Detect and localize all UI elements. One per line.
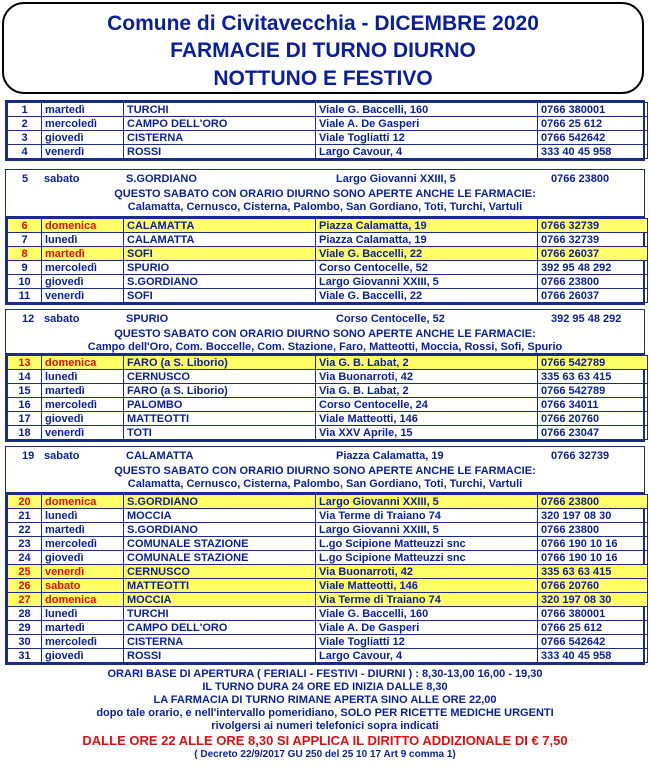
pharmacy-phone: 320 197 08 30: [538, 509, 648, 523]
day-number: 10: [8, 275, 42, 289]
pharmacy-address: L.go Scipione Matteuzzi snc: [316, 551, 538, 565]
saturday-notice: QUESTO SABATO CON ORARIO DIURNO SONO APERTE ANCHE LE FARMACIE:: [114, 188, 536, 200]
day-name: giovedì: [42, 551, 124, 565]
title-line-2: FARMACIE DI TURNO DIURNO: [170, 39, 476, 62]
day-number: 27: [8, 593, 42, 607]
pharmacy-name: CISTERNA: [124, 635, 316, 649]
day-number: 17: [8, 412, 42, 426]
saturday-notice: QUESTO SABATO CON ORARIO DIURNO SONO APERTE ANCHE LE FARMACIE:: [114, 328, 536, 340]
pharmacy-name: CALAMATTA: [124, 233, 316, 247]
table-row: [8, 289, 648, 303]
pharmacy-name: MOCCIA: [124, 593, 316, 607]
week-table-2: [5, 216, 645, 305]
pharmacy-name: CAMPO DELL'ORO: [124, 621, 316, 635]
pharmacy-address: Largo Cavour, 4: [316, 649, 538, 663]
saturday-row: [6, 170, 644, 188]
day-number: 31: [8, 649, 42, 663]
pharmacy-address: Piazza Calamatta, 19: [316, 233, 538, 247]
pharmacy-phone: 0766 34011: [538, 398, 648, 412]
pharmacy-name: CISTERNA: [124, 131, 316, 145]
table-row: [8, 537, 648, 551]
title-line-1: Comune di Civitavecchia - DICEMBRE 2020: [107, 12, 539, 35]
pharmacy-phone: 335 63 63 415: [538, 565, 648, 579]
pharmacy-address: Via G. B. Labat, 2: [316, 356, 538, 370]
pharmacy-name: SOFI: [124, 289, 316, 303]
pharmacy-address: Viale G. Baccelli, 22: [316, 247, 538, 261]
pharmacy-name: TOTI: [124, 426, 316, 440]
pharmacy-name: ROSSI: [124, 145, 316, 159]
pharmacy-phone: 0766 25 612: [538, 621, 648, 635]
pharmacy-address: Viale Matteotti, 146: [316, 412, 538, 426]
day-name: venerdì: [42, 565, 124, 579]
table-row: [8, 621, 648, 635]
day-name: sabato: [44, 313, 80, 325]
pharmacy-name: CALAMATTA: [126, 450, 194, 462]
day-number: 2: [8, 117, 42, 131]
pharmacy-name: SOFI: [124, 247, 316, 261]
day-number: 6: [8, 219, 42, 233]
table-row: [8, 219, 648, 233]
pharmacy-address: Viale G. Baccelli, 160: [316, 607, 538, 621]
pharmacy-address: Corso Centocelle, 52: [316, 261, 538, 275]
day-name: domenica: [42, 219, 124, 233]
footer-closing: LA FARMACIA DI TURNO RIMANE APERTA SINO ALLE ORE 22,00: [153, 694, 497, 706]
table-row: [8, 412, 648, 426]
pharmacy-address: Largo Cavour, 4: [316, 145, 538, 159]
table-row: [8, 117, 648, 131]
day-number: 7: [8, 233, 42, 247]
pharmacy-phone: 0766 20760: [538, 412, 648, 426]
table-row: [8, 103, 648, 117]
week-table-1: [5, 100, 645, 161]
pharmacy-address: Corso Centocelle, 24: [316, 398, 538, 412]
pharmacy-phone: 0766 542789: [538, 356, 648, 370]
pharmacy-name: TURCHI: [124, 607, 316, 621]
pharmacy-address: Viale G. Baccelli, 160: [316, 103, 538, 117]
pharmacy-address: Corso Centocelle, 52: [336, 313, 445, 325]
day-name: venerdì: [42, 289, 124, 303]
table-row: [8, 356, 648, 370]
pharmacy-address: Viale A. De Gasperi: [316, 621, 538, 635]
pharmacy-address: Via Buonarroti, 42: [316, 370, 538, 384]
table-row: [8, 523, 648, 537]
pharmacy-address: Viale Togliatti 12: [316, 635, 538, 649]
day-name: giovedì: [42, 649, 124, 663]
day-name: mercoledì: [42, 261, 124, 275]
day-name: venerdì: [42, 145, 124, 159]
pharmacy-phone: 392 95 48 292: [551, 313, 622, 325]
pharmacy-name: MOCCIA: [124, 509, 316, 523]
pharmacy-phone: 0766 32739: [538, 219, 648, 233]
day-name: giovedì: [42, 131, 124, 145]
footer-hours: ORARI BASE DI APERTURA ( FERIALI - FESTIVI - DIURNI ) : 8,30-13,00 16,00 - 19,30: [107, 668, 543, 680]
pharmacy-phone: 0766 23800: [538, 523, 648, 537]
table-row: [8, 426, 648, 440]
day-number: 25: [8, 565, 42, 579]
pharmacy-phone: 0766 190 10 16: [538, 537, 648, 551]
table-row: [8, 247, 648, 261]
footer-notes: [0, 668, 650, 761]
table-row: [8, 509, 648, 523]
pharmacy-phone: 0766 23800: [538, 275, 648, 289]
pharmacy-name: S.GORDIANO: [126, 173, 197, 185]
day-name: domenica: [42, 495, 124, 509]
pharmacy-phone: 0766 20760: [538, 579, 648, 593]
day-name: sabato: [42, 579, 124, 593]
saturday-open-list: Calamatta, Cernusco, Cisterna, Palombo, San Gordiano, Toti, Turchi, Vartuli: [127, 478, 523, 490]
pharmacy-phone: 0766 542642: [538, 131, 648, 145]
day-number: 13: [8, 356, 42, 370]
saturday-notice: QUESTO SABATO CON ORARIO DIURNO SONO APERTE ANCHE LE FARMACIE:: [114, 465, 536, 477]
saturday-row: [6, 310, 644, 328]
day-name: martedì: [42, 621, 124, 635]
title-line-3: NOTTUNO E FESTIVO: [213, 67, 433, 90]
day-name: martedì: [42, 384, 124, 398]
pharmacy-name: FARO (a S. Liborio): [124, 356, 316, 370]
day-number: 28: [8, 607, 42, 621]
day-number: 9: [8, 261, 42, 275]
day-number: 1: [8, 103, 42, 117]
table-row: [8, 607, 648, 621]
saturday-open-list: Calamatta, Cernusco, Cisterna, Palombo, San Gordiano, Toti, Turchi, Vartuli: [127, 201, 523, 213]
pharmacy-address: Piazza Calamatta, 19: [336, 450, 444, 462]
pharmacy-name: CAMPO DELL'ORO: [124, 117, 316, 131]
footer-contact: rivolgersi ai numeri telefonici sopra indicati: [211, 720, 439, 732]
table-row: [8, 579, 648, 593]
day-number: 12: [22, 313, 35, 325]
pharmacy-name: CERNUSCO: [124, 370, 316, 384]
table-row: [8, 370, 648, 384]
pharmacy-phone: 0766 26037: [538, 247, 648, 261]
pharmacy-phone: 0766 32739: [538, 233, 648, 247]
day-number: 22: [8, 523, 42, 537]
pharmacy-address: Viale Togliatti 12: [316, 131, 538, 145]
table-row: [8, 145, 648, 159]
pharmacy-name: MATTEOTTI: [124, 412, 316, 426]
table-row: [8, 551, 648, 565]
day-number: 19: [22, 450, 35, 462]
pharmacy-phone: 0766 23800: [551, 173, 610, 185]
day-number: 15: [8, 384, 42, 398]
pharmacy-address: Via Terme di Traiano 74: [316, 509, 538, 523]
pharmacy-address: Via Terme di Traiano 74: [316, 593, 538, 607]
page-header: [2, 2, 644, 94]
day-number: 16: [8, 398, 42, 412]
week-table-4: [5, 492, 645, 665]
pharmacy-address: L.go Scipione Matteuzzi snc: [316, 537, 538, 551]
day-number: 18: [8, 426, 42, 440]
footer-surcharge: DALLE ORE 22 ALLE ORE 8,30 SI APPLICA IL DIRITTO ADDIZIONALE DI € 7,50: [82, 733, 568, 748]
pharmacy-address: Largo Giovanni XXIII, 5: [316, 275, 538, 289]
pharmacy-name: COMUNALE STAZIONE: [124, 537, 316, 551]
day-name: martedì: [42, 247, 124, 261]
pharmacy-name: SPURIO: [124, 261, 316, 275]
pharmacy-address: Via G. B. Labat, 2: [316, 384, 538, 398]
pharmacy-phone: 335 63 63 415: [538, 370, 648, 384]
pharmacy-name: S.GORDIANO: [124, 495, 316, 509]
week-table-3: [5, 353, 645, 442]
pharmacy-name: S.GORDIANO: [124, 275, 316, 289]
pharmacy-phone: 333 40 45 958: [538, 145, 648, 159]
pharmacy-name: CALAMATTA: [124, 219, 316, 233]
day-name: giovedì: [42, 275, 124, 289]
pharmacy-address: Viale Matteotti, 146: [316, 579, 538, 593]
pharmacy-address: Piazza Calamatta, 19: [316, 219, 538, 233]
footer-duration: IL TURNO DURA 24 ORE ED INIZIA DALLE 8,30: [202, 681, 448, 693]
saturday-block-5: [5, 169, 645, 217]
day-number: 26: [8, 579, 42, 593]
table-row: [8, 398, 648, 412]
day-number: 8: [8, 247, 42, 261]
day-name: domenica: [42, 593, 124, 607]
pharmacy-phone: 0766 380001: [538, 607, 648, 621]
footer-decree: ( Decreto 22/9/2017 GU 250 del 25 10 17 Art 9 comma 1): [194, 749, 456, 760]
day-number: 30: [8, 635, 42, 649]
pharmacy-address: Via XXV Aprile, 15: [316, 426, 538, 440]
day-name: mercoledì: [42, 635, 124, 649]
pharmacy-address: Largo Giovanni XXIII, 5: [316, 495, 538, 509]
day-number: 20: [8, 495, 42, 509]
pharmacy-name: CERNUSCO: [124, 565, 316, 579]
day-name: sabato: [44, 173, 80, 185]
table-row: [8, 635, 648, 649]
day-name: lunedì: [42, 370, 124, 384]
day-number: 21: [8, 509, 42, 523]
pharmacy-address: Largo Giovanni XXIII, 5: [336, 173, 456, 185]
pharmacy-phone: 320 197 08 30: [538, 593, 648, 607]
table-row: [8, 649, 648, 663]
pharmacy-phone: 0766 23800: [538, 495, 648, 509]
saturday-block-12: [5, 309, 645, 357]
day-number: 24: [8, 551, 42, 565]
pharmacy-phone: 0766 542789: [538, 384, 648, 398]
day-name: sabato: [44, 450, 80, 462]
table-row: [8, 565, 648, 579]
pharmacy-name: ROSSI: [124, 649, 316, 663]
footer-urgent: dopo tale orario, e nell'intervallo pomeridiano, SOLO PER RICETTE MEDICHE URGENTI: [96, 707, 554, 719]
table-row: [8, 275, 648, 289]
saturday-block-19: [5, 446, 645, 494]
table-row: [8, 261, 648, 275]
pharmacy-address: Largo Giovanni XXIII, 5: [316, 523, 538, 537]
pharmacy-name: TURCHI: [124, 103, 316, 117]
saturday-row: [6, 447, 644, 465]
day-name: venerdì: [42, 426, 124, 440]
day-number: 23: [8, 537, 42, 551]
day-number: 4: [8, 145, 42, 159]
pharmacy-phone: 392 95 48 292: [538, 261, 648, 275]
pharmacy-phone: 0766 25 612: [538, 117, 648, 131]
day-name: lunedì: [42, 607, 124, 621]
pharmacy-name: PALOMBO: [124, 398, 316, 412]
day-name: giovedì: [42, 412, 124, 426]
table-row: [8, 384, 648, 398]
pharmacy-name: S.GORDIANO: [124, 523, 316, 537]
pharmacy-phone: 0766 190 10 16: [538, 551, 648, 565]
day-name: lunedì: [42, 233, 124, 247]
table-row: [8, 593, 648, 607]
pharmacy-phone: 0766 542642: [538, 635, 648, 649]
saturday-open-list: Campo dell'Oro, Com. Boccelle, Com. Stazione, Faro, Matteotti, Moccia, Rossi, Sofi, Spurio: [87, 341, 563, 353]
pharmacy-phone: 0766 32739: [551, 450, 610, 462]
pharmacy-phone: 0766 23047: [538, 426, 648, 440]
pharmacy-name: MATTEOTTI: [124, 579, 316, 593]
pharmacy-address: Via Buonarroti, 42: [316, 565, 538, 579]
pharmacy-phone: 0766 380001: [538, 103, 648, 117]
day-name: mercoledì: [42, 398, 124, 412]
day-number: 5: [22, 173, 29, 185]
day-name: mercoledì: [42, 117, 124, 131]
pharmacy-phone: 333 40 45 958: [538, 649, 648, 663]
table-row: [8, 233, 648, 247]
table-row: [8, 131, 648, 145]
day-number: 3: [8, 131, 42, 145]
day-name: mercoledì: [42, 537, 124, 551]
pharmacy-address: Viale G. Baccelli, 22: [316, 289, 538, 303]
day-name: martedì: [42, 523, 124, 537]
pharmacy-address: Viale A. De Gasperi: [316, 117, 538, 131]
pharmacy-name: FARO (a S. Liborio): [124, 384, 316, 398]
day-number: 14: [8, 370, 42, 384]
pharmacy-name: COMUNALE STAZIONE: [124, 551, 316, 565]
pharmacy-phone: 0766 26037: [538, 289, 648, 303]
day-number: 11: [8, 289, 42, 303]
table-row: [8, 495, 648, 509]
day-number: 29: [8, 621, 42, 635]
day-name: martedì: [42, 103, 124, 117]
day-name: domenica: [42, 356, 124, 370]
day-name: lunedì: [42, 509, 124, 523]
pharmacy-name: SPURIO: [126, 313, 169, 325]
